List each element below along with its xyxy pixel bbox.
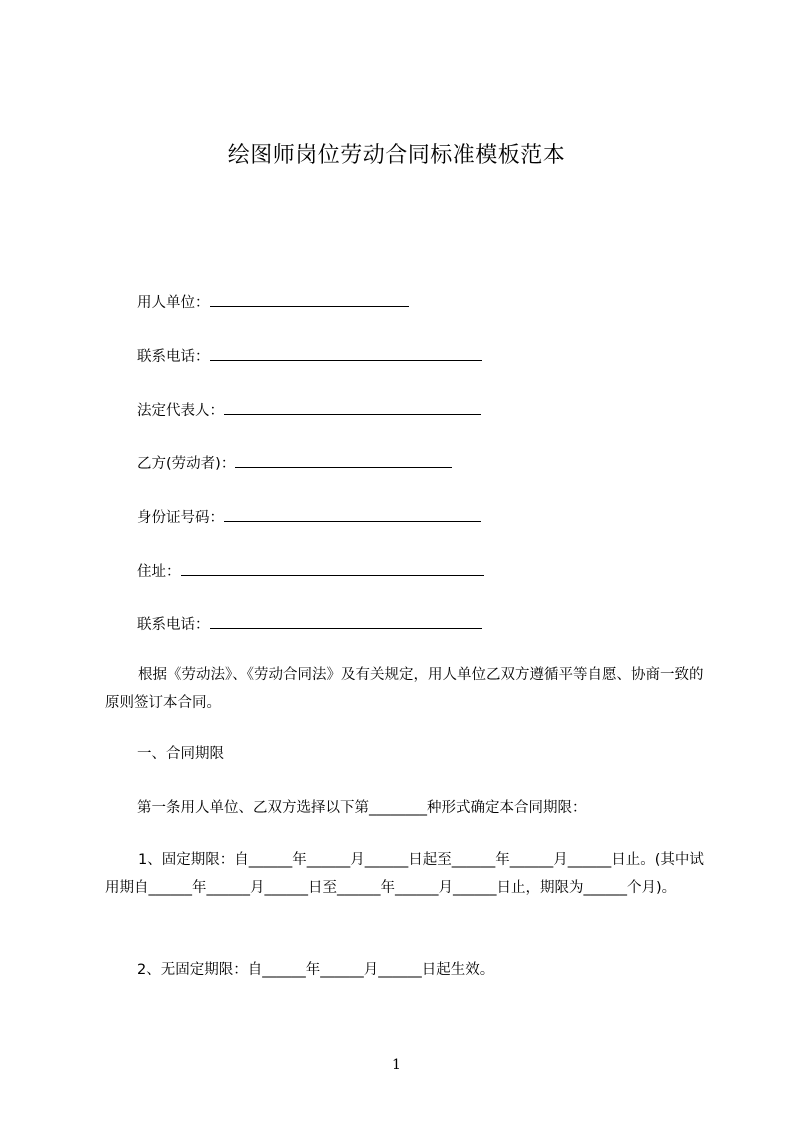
field-blank [210, 291, 409, 307]
field-blank [224, 399, 481, 415]
field-blank [224, 506, 481, 522]
field-legal-representative [137, 399, 481, 421]
field-phone-2 [137, 613, 482, 635]
section-heading: 一、合同期限 [137, 746, 224, 762]
field-label: 乙方(劳动者)： [137, 456, 236, 472]
field-label: 身份证号码： [137, 510, 224, 526]
article-1: 第一条用人单位、乙双方选择以下第________种形式确定本合同期限： [137, 800, 587, 816]
document-title: 绘图师岗位劳动合同标准模板范本 [227, 143, 566, 168]
field-blank [235, 452, 452, 468]
field-blank [210, 613, 482, 629]
field-blank [210, 345, 482, 361]
field-label: 用人单位： [137, 295, 210, 311]
field-label: 联系电话： [137, 617, 210, 633]
field-blank [181, 560, 484, 576]
field-label: 联系电话： [137, 349, 210, 365]
field-phone [137, 345, 482, 367]
term-open-paragraph: 2、无固定期限：自______年______月______日起生效。 [137, 962, 495, 978]
field-id-number [137, 506, 481, 528]
field-label: 住址： [137, 564, 181, 580]
term-fixed-paragraph: 1、固定期限：自______年______月______日起至______年______月______日止。(其中试用期自______年______月______日至______年______月______日止，期限为______个月)。 [105, 852, 704, 896]
page-number: 1 [392, 1057, 401, 1073]
field-address [137, 560, 484, 582]
field-label: 法定代表人： [137, 403, 224, 419]
field-employer [137, 291, 409, 313]
field-employee [137, 452, 452, 474]
intro-paragraph: 根据《劳动法》、《劳动合同法》及有关规定，用人单位乙双方遵循平等自愿、协商一致的原则签订本合同。 [105, 667, 704, 711]
